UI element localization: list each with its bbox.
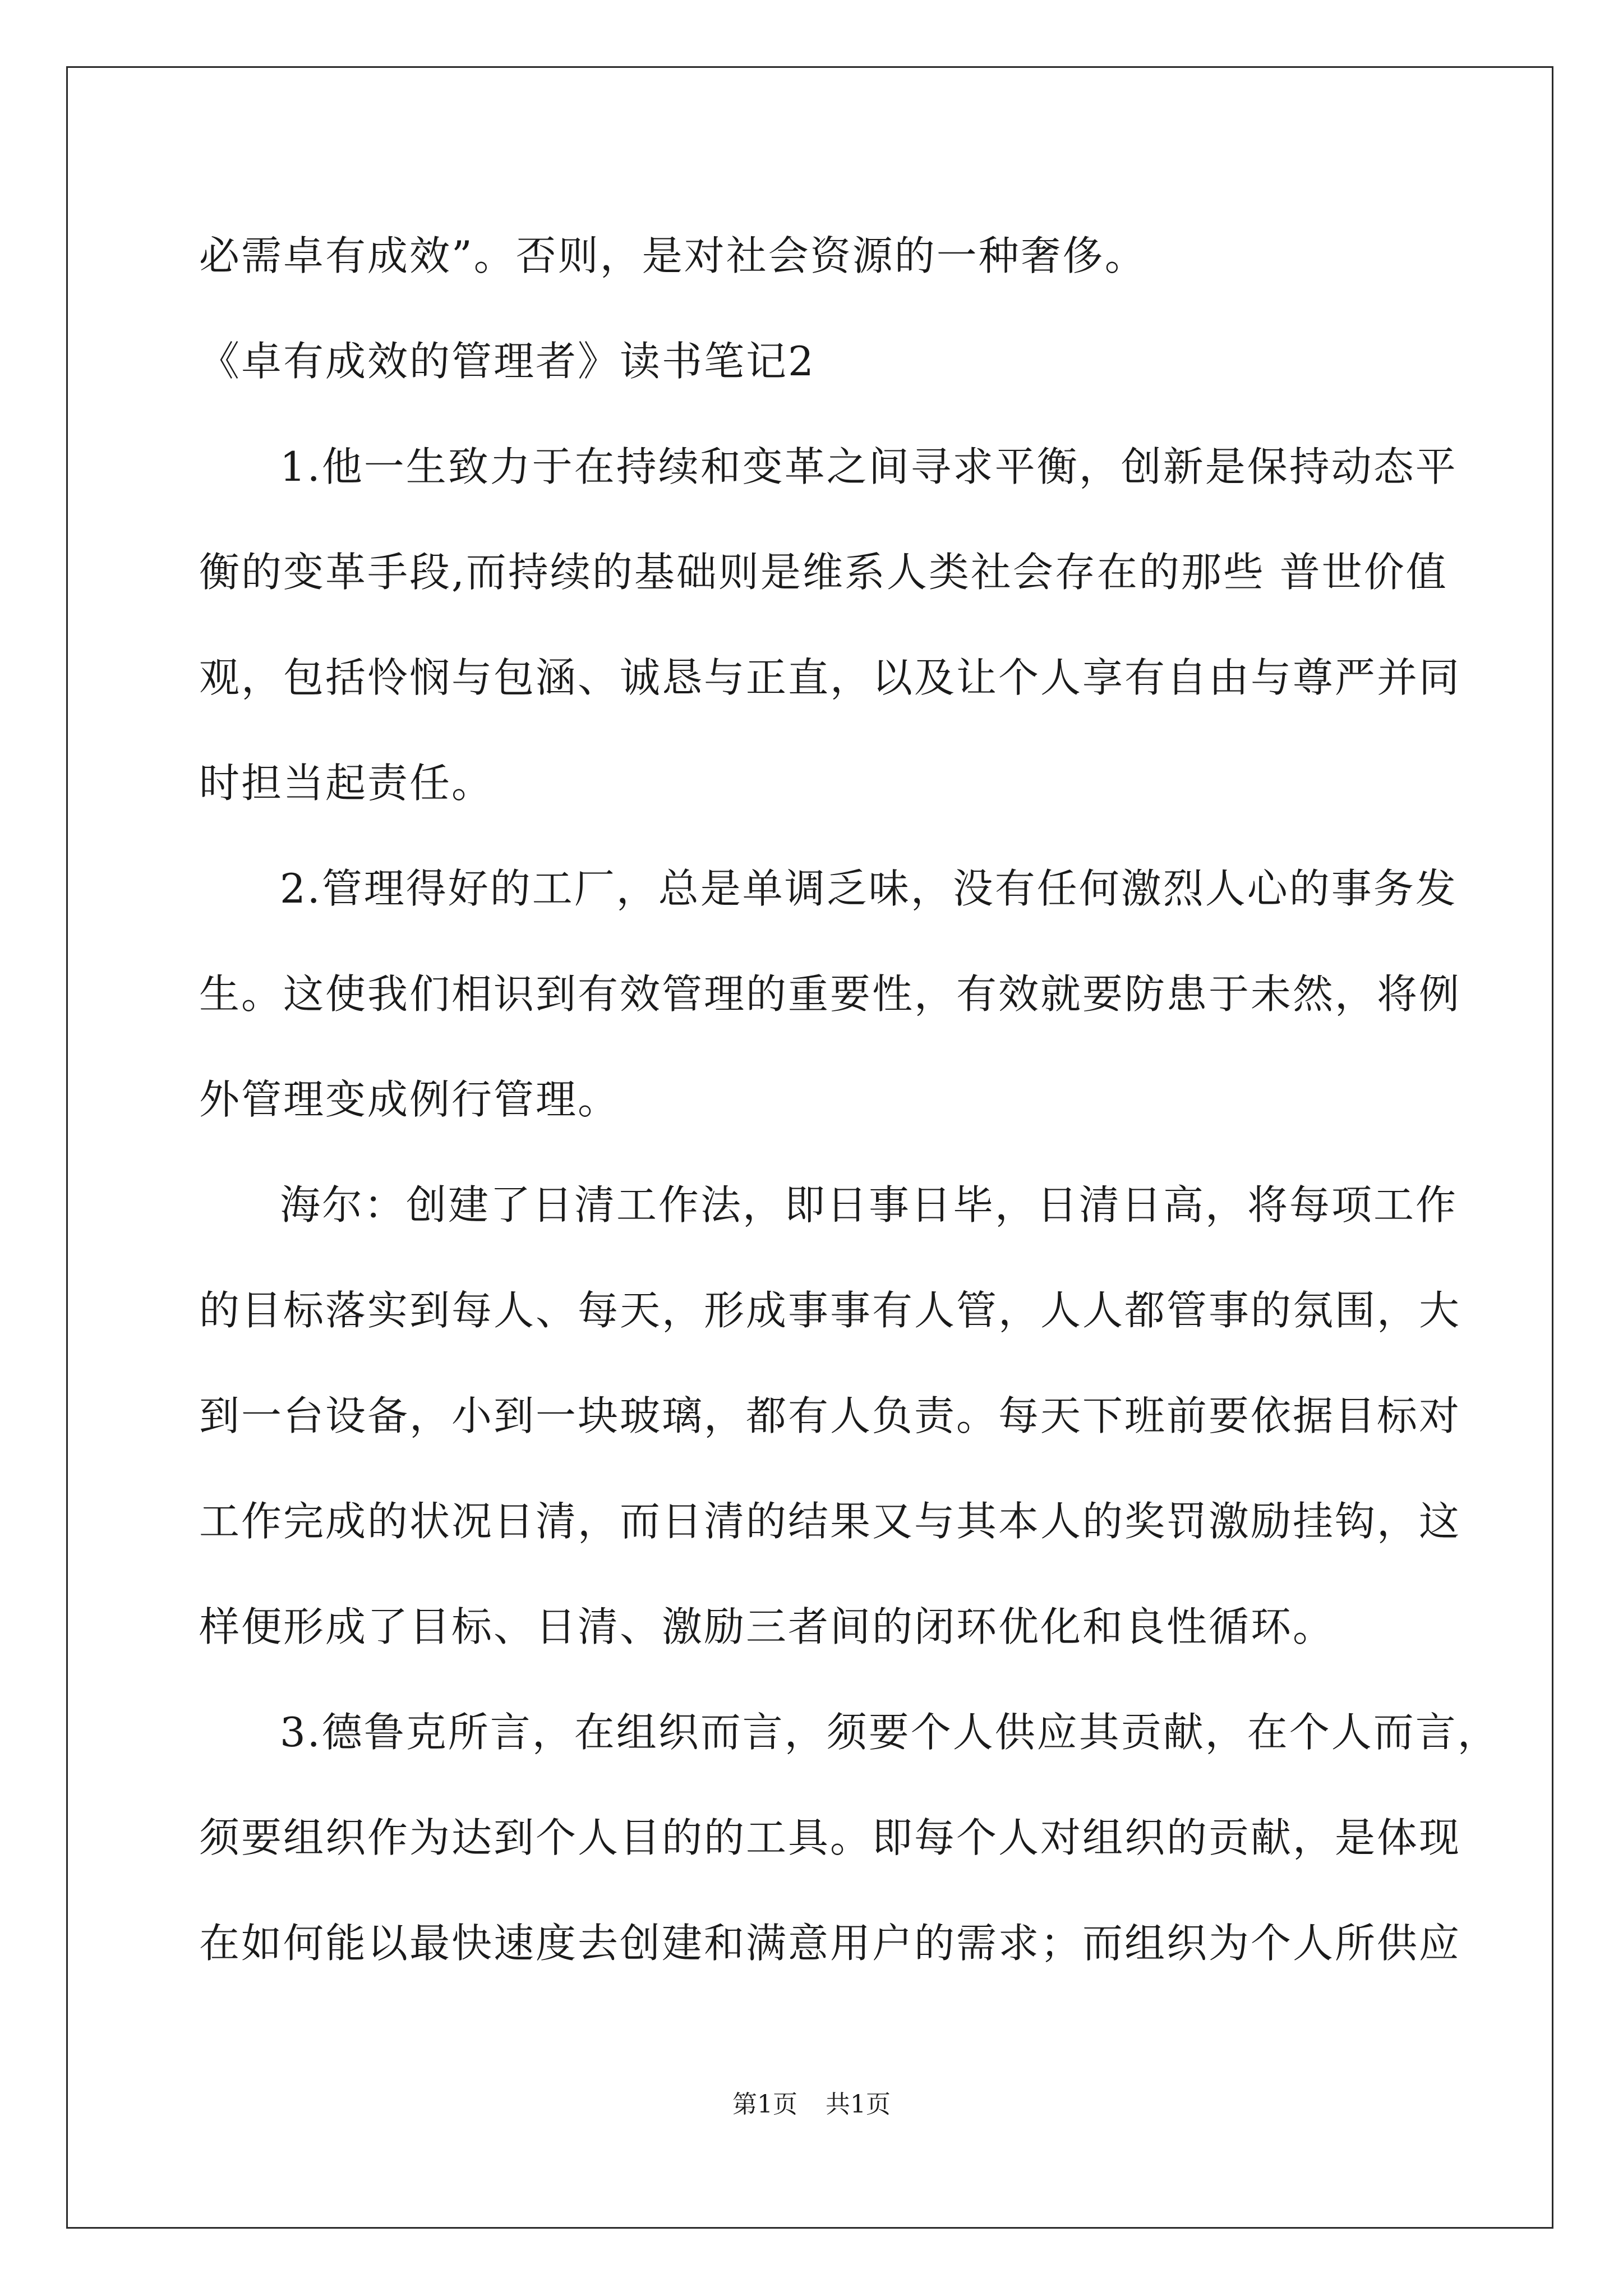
paragraph-line: 须要组织作为达到个人目的的工具。即每个人对组织的贡献，是体现 bbox=[199, 1814, 1461, 1861]
paragraph-line: 生。这使我们相识到有效管理的重要性，有效就要防患于未然，将例 bbox=[199, 970, 1461, 1018]
paragraph-line: 样便形成了目标、日清、激励三者间的闭环优化和良性循环。 bbox=[199, 1603, 1335, 1650]
paragraph-line: 3.德鲁克所言，在组织而言，须要个人供应其贡献，在个人而言， bbox=[280, 1709, 1500, 1756]
paragraph-line: 1.他一生致力于在持续和变革之间寻求平衡，创新是保持动态平 bbox=[280, 443, 1458, 490]
page-number: 第1页 bbox=[732, 2090, 797, 2119]
paragraph-line: 到一台设备，小到一块玻璃，都有人负责。每天下班前要依据目标对 bbox=[199, 1392, 1461, 1439]
paragraph-line: 衡的变革手段,而持续的基础则是维系人类社会存在的那些 普世价值 bbox=[199, 549, 1448, 596]
paragraph-line: 外管理变成例行管理。 bbox=[199, 1076, 620, 1123]
paragraph-line: 在如何能以最快速度去创建和满意用户的需求；而组织为个人所供应 bbox=[199, 1920, 1461, 1967]
section-heading: 《卓有成效的管理者》读书笔记2 bbox=[199, 338, 815, 385]
paragraph-line: 时担当起责任。 bbox=[199, 760, 494, 807]
paragraph-line: 2.管理得好的工厂，总是单调乏味，没有任何激烈人心的事务发 bbox=[280, 865, 1458, 912]
document-body bbox=[199, 203, 1500, 1996]
paragraph-line: 工作完成的状况日清，而日清的结果又与其本人的奖罚激励挂钩，这 bbox=[199, 1498, 1461, 1545]
page-footer bbox=[0, 2088, 1623, 2122]
page-total: 共1页 bbox=[826, 2090, 891, 2119]
text-line: 必需卓有成效”。否则，是对社会资源的一种奢侈。 bbox=[199, 232, 1147, 279]
paragraph-line: 海尔：创建了日清工作法，即日事日毕，日清日高，将每项工作 bbox=[280, 1181, 1458, 1228]
paragraph-line: 观，包括怜悯与包涵、诚恳与正直，以及让个人享有自由与尊严并同 bbox=[199, 654, 1461, 701]
paragraph-line: 的目标落实到每人、每天，形成事事有人管，人人都管事的氛围，大 bbox=[199, 1287, 1461, 1334]
